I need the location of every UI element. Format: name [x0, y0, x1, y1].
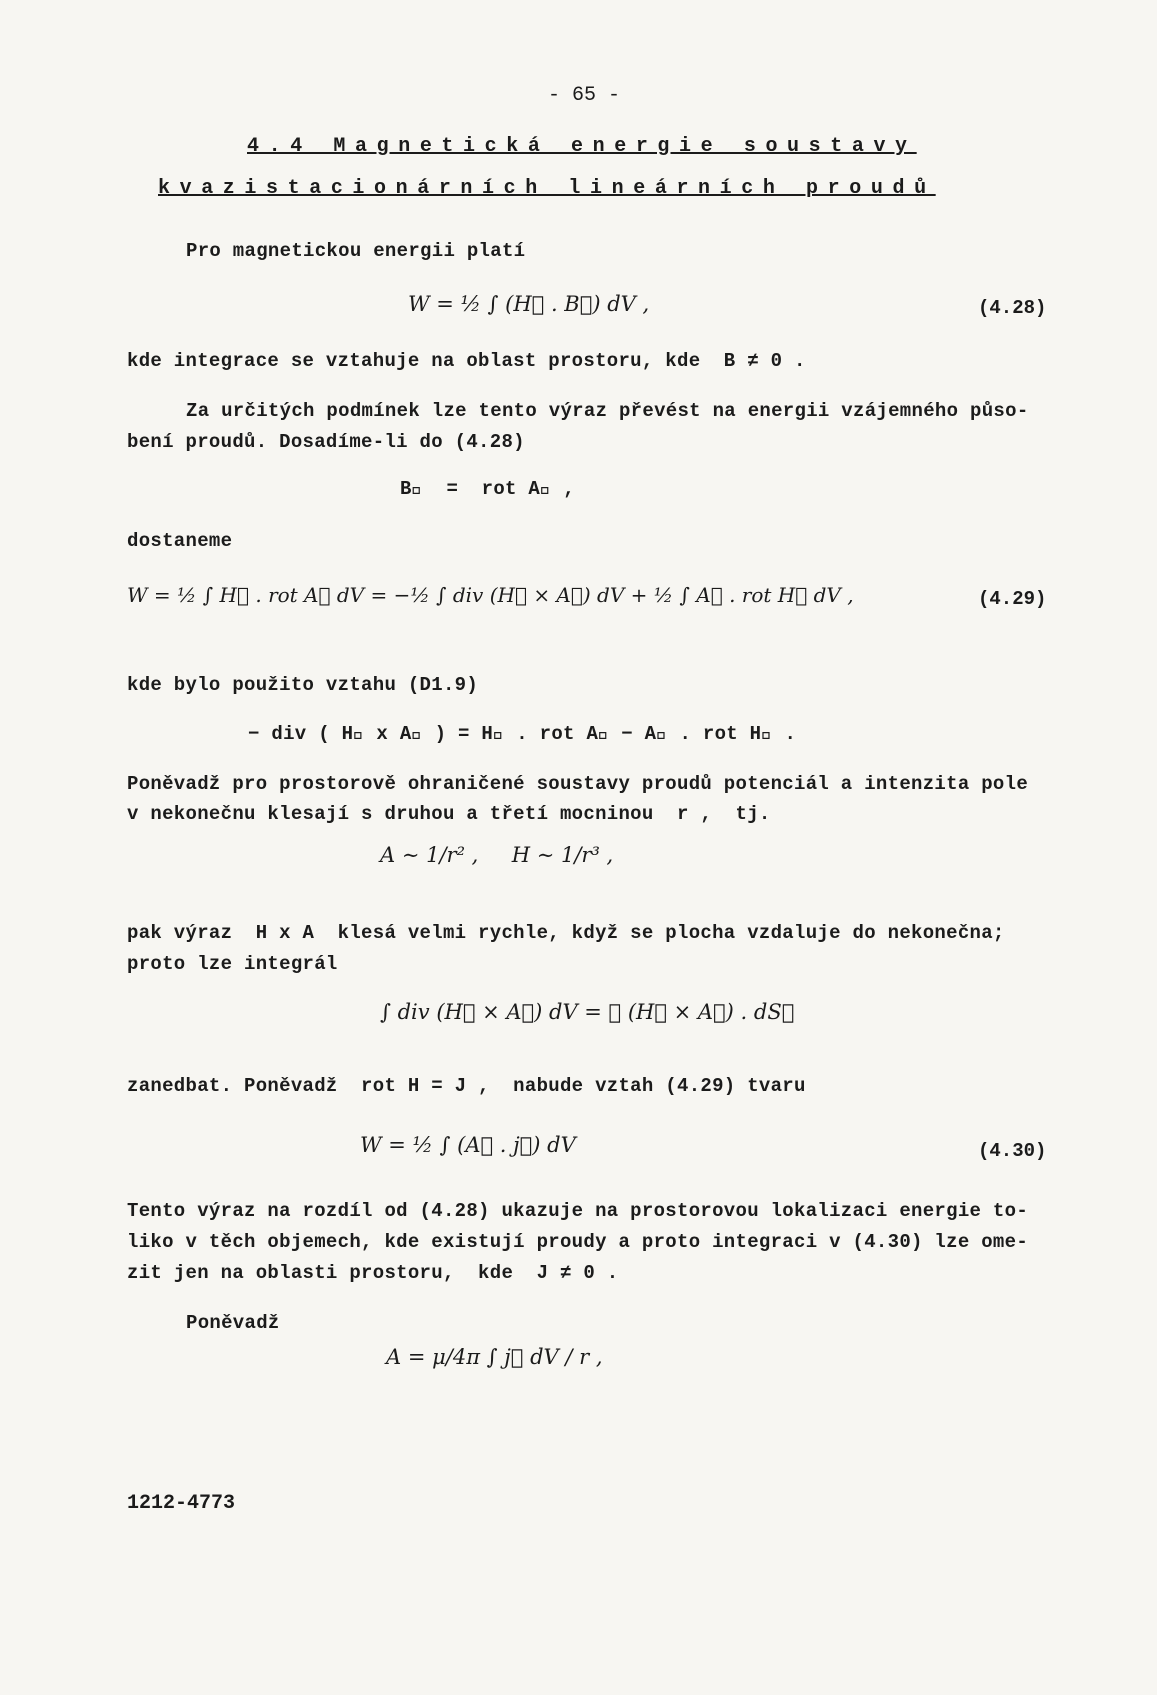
equation-number-4-28: (4.28)	[978, 297, 1047, 319]
equation-asymptotics: A ∼ 1/r² , H ∼ 1/r³ ,	[380, 843, 614, 867]
equation-div-identity: − div ( H⃗ x A⃗ ) = H⃗ . rot A⃗ − A⃗ . rot H⃗ .	[248, 723, 797, 745]
paragraph-since-line1: Poněvadž pro prostorově ohraničené soustavy proudů potenciál a intenzita pole	[127, 773, 1029, 795]
equation-surface-integral: ∫ div (H⃗ × A⃗) dV = ∮ (H⃗ × A⃗) . dS⃗	[380, 1000, 795, 1024]
equation-vector-potential: A = μ/4π ∫ j⃗ dV / r ,	[386, 1345, 603, 1369]
document-code: 1212-4773	[127, 1492, 236, 1515]
paragraph-then-line2: proto lze integrál	[127, 953, 338, 975]
paragraph-since-line2: v nekonečnu klesají s druhou a třetí mocninou r , tj.	[127, 803, 771, 825]
equation-4-30: W = ½ ∫ (A⃗ . j⃗) dV	[360, 1133, 576, 1157]
paragraph-obtain: dostaneme	[127, 530, 233, 552]
equation-number-4-29: (4.29)	[978, 588, 1047, 610]
paragraph-localization-line2: liko v těch objemech, kde existují proudy a proto integraci v (4.30) lze ome-	[127, 1231, 1029, 1253]
paragraph-localization-line1: Tento výraz na rozdíl od (4.28) ukazuje na prostorovou lokalizaci energie to-	[127, 1200, 1029, 1222]
paragraph-localization-line3: zit jen na oblasti prostoru, kde J ≠ 0 .	[127, 1262, 619, 1284]
paragraph-since-final: Poněvadž	[186, 1312, 280, 1334]
section-heading-line2: kvazistacionárních lineárních proudů	[158, 177, 936, 200]
paragraph-conditions-line1: Za určitých podmínek lze tento výraz převést na energii vzájemného půso-	[186, 400, 1029, 422]
paragraph-intro: Pro magnetickou energii platí	[186, 240, 526, 262]
section-heading-line1: 4.4 Magnetická energie soustavy	[247, 135, 917, 158]
paragraph-then-line1: pak výraz H x A klesá velmi rychle, když se plocha vzdaluje do nekonečna;	[127, 922, 1005, 944]
paragraph-used-relation: kde bylo použito vztahu (D1.9)	[127, 674, 479, 696]
page-number: - 65 -	[548, 84, 621, 107]
paragraph-conditions-line2: bení proudů. Dosadíme-li do (4.28)	[127, 431, 525, 453]
equation-4-29: W = ½ ∫ H⃗ . rot A⃗ dV = −½ ∫ div (H⃗ × A⃗) dV + ½ ∫ A⃗ . rot H⃗ dV ,	[127, 583, 854, 607]
paragraph-integration-domain: kde integrace se vztahuje na oblast prostoru, kde B ≠ 0 .	[127, 350, 806, 372]
equation-number-4-30: (4.30)	[978, 1140, 1047, 1162]
equation-b-rot-a: B⃗ = rot A⃗ ,	[400, 478, 575, 500]
paragraph-neglect: zanedbat. Poněvadž rot H = J , nabude vztah (4.29) tvaru	[127, 1075, 806, 1097]
equation-4-28: W = ½ ∫ (H⃗ . B⃗) dV ,	[408, 292, 650, 316]
